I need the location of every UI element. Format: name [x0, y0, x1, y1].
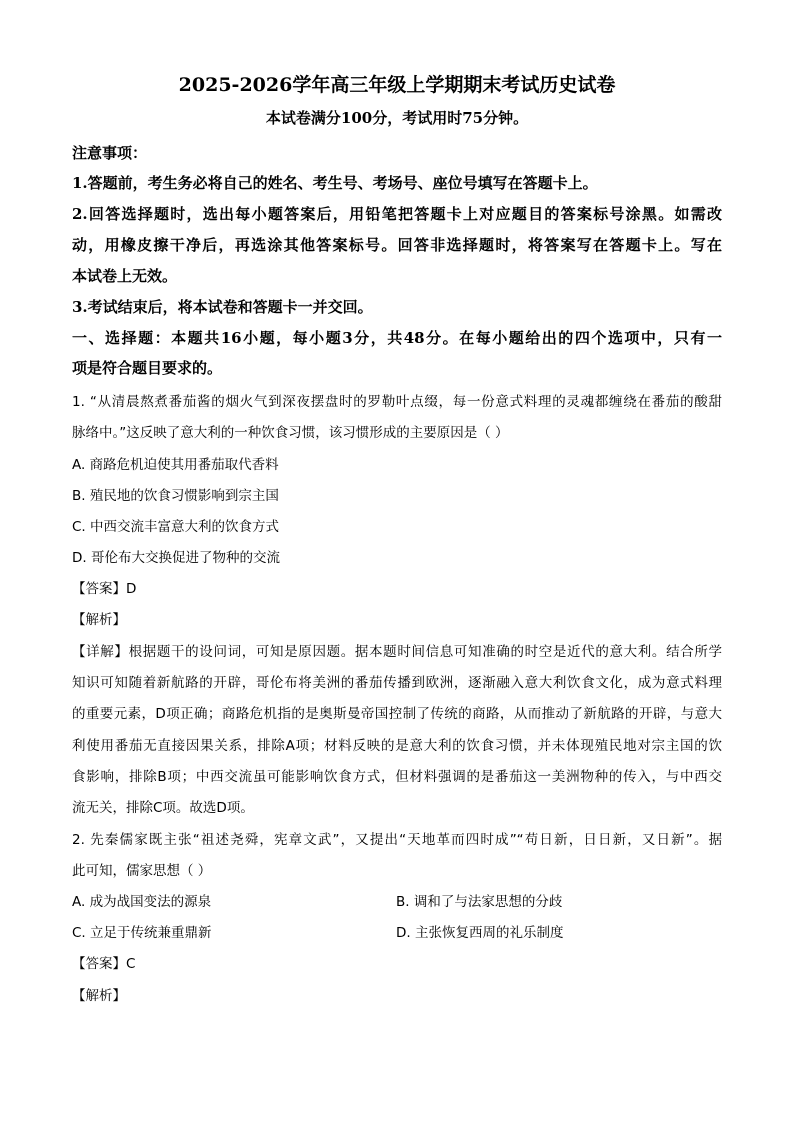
q1-stem-line-1: 1. “从清晨熬煮番茄酱的烟火气到深夜摆盘时的罗勒叶点缀，每一份意式料理的灵魂都缠绕在番茄的酸甜 [72, 394, 722, 410]
q2-stem-line-1: 2. 先秦儒家既主张“祖述尧舜，宪章文武”，又提出“天地革而四时成”“苟日新，日日新，又日新”。据 [72, 832, 722, 848]
section-heading-line-2: 项是符合题目要求的。 [72, 359, 223, 377]
q1-detail-line-5: 食影响，排除B项；中西交流虽可能影响饮食方式，但材料强调的是番茄这一美洲物种的传入，与中西交 [72, 769, 722, 785]
q2-stem-line-2: 此可知，儒家思想（ ） [72, 863, 212, 879]
page-subtitle: 本试卷满分100分，考试用时75分钟。 [265, 109, 529, 127]
q1-detail-line-3: 的重要元素，D项正确；商路危机指的是奥斯曼帝国控制了传统的商路，从而推动了新航路的开辟，与意大 [72, 706, 722, 722]
q1-option-d: D. 哥伦布大交换促进了物种的交流 [72, 550, 280, 566]
notice-heading: 注意事项： [72, 144, 148, 162]
q1-detail-line-4: 利使用番茄无直接因果关系，排除A项；材料反映的是意大利的饮食习惯，并未体现殖民地对宗主国的饮 [72, 738, 722, 754]
q1-option-a: A. 商路危机迫使其用番茄取代香料 [72, 457, 279, 473]
q1-analysis-label: 【解析】 [72, 612, 126, 628]
notice-item-1: 1.答题前，考生务必将自己的姓名、考生号、考场号、座位号填写在答题卡上。 [72, 174, 598, 192]
q2-analysis-label: 【解析】 [72, 988, 126, 1004]
notice-item-2-line-3: 本试卷上无效。 [72, 267, 178, 285]
q2-option-b: B. 调和了与法家思想的分歧 [396, 894, 563, 910]
q1-detail-line-6: 流无关，排除C项。故选D项。 [72, 800, 254, 816]
q2-answer: 【答案】C [72, 956, 136, 972]
q2-option-d: D. 主张恢复西周的礼乐制度 [396, 925, 564, 941]
notice-item-3: 3.考试结束后，将本试卷和答题卡一并交回。 [72, 298, 373, 316]
page-title: 2025-2026学年高三年级上学期期末考试历史试卷 [178, 74, 616, 96]
q1-option-c: C. 中西交流丰富意大利的饮食方式 [72, 519, 280, 535]
q1-answer: 【答案】D [72, 581, 137, 597]
q1-stem-line-2: 脉络中。”这反映了意大利的一种饮食习惯，该习惯形成的主要原因是（ ） [72, 425, 509, 441]
q1-detail-line-1: 【详解】根据题干的设问词，可知是原因题。据本题时间信息可知准确的时空是近代的意大利。结合所学 [72, 644, 722, 660]
q1-detail-line-2: 知识可知随着新航路的开辟，哥伦布将美洲的番茄传播到欧洲，逐渐融入意大利饮食文化，成为意式料理 [72, 675, 722, 691]
section-heading-line-1: 一、选择题：本题共16小题，每小题3分，共48分。在每小题给出的四个选项中，只有一 [72, 329, 722, 347]
notice-item-2-line-2: 动，用橡皮擦干净后，再选涂其他答案标号。回答非选择题时，将答案写在答题卡上。写在 [72, 236, 722, 254]
notice-item-2-line-1: 2.回答选择题时，选出每小题答案后，用铅笔把答题卡上对应题目的答案标号涂黑。如需改 [72, 205, 722, 223]
q2-option-a: A. 成为战国变法的源泉 [72, 894, 212, 910]
q2-option-c: C. 立足于传统兼重鼎新 [72, 925, 212, 941]
q1-option-b: B. 殖民地的饮食习惯影响到宗主国 [72, 488, 279, 504]
